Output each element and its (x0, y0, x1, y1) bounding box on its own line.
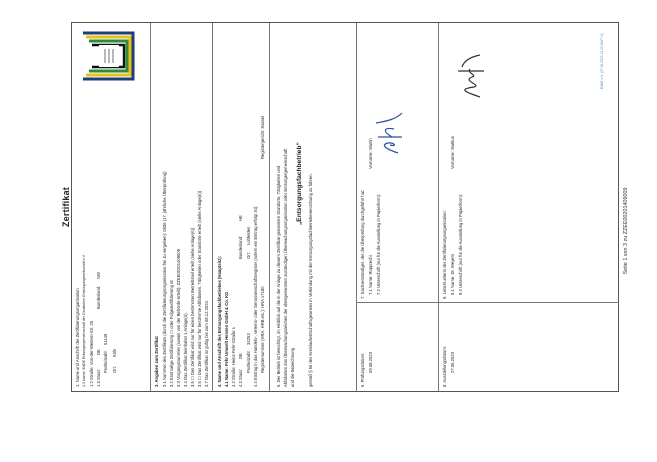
section1-state: DE (96, 349, 101, 355)
section1-heading: 1. Name und Anschrift der Zertifizierungsorganisation (75, 288, 80, 387)
section3-line: 3.7 Das Zertifikat ist gültig bis zum 08.12.2024. (204, 299, 209, 387)
section4-state: DE (238, 353, 243, 359)
section9-first-name: Vorname: Markus (450, 136, 455, 169)
section4-plz: 34253 (246, 333, 251, 345)
section5-text: 5. Der Betrieb ist berechtigt, im Hinblick auf die in der Anlage zu diesem Zertifikat genannten Standorte, Tätigkeiten und (276, 165, 281, 387)
section4-street: 4.2 Straße: Heinz-Fehr-Straße 1 (231, 326, 236, 387)
section4-bundesland: HE (238, 215, 243, 221)
section3-line: 3.3 Vorgangsnummer (soweit von der Behörde erteilt): ZZEE00201409009 (176, 248, 181, 387)
section4-ort-label: Ort: (246, 252, 251, 259)
section6-date: 09.08.2023 (368, 352, 373, 373)
signature-director-icon (452, 49, 488, 101)
document-title: Zertifikat (61, 187, 71, 228)
section7-first-name: Vorname: Martin (368, 138, 373, 169)
section1-bundesland-label: Bundesland: (96, 285, 101, 309)
section4-register-number: Registernummer (HRA, HRB etc.): HRA 17180 (260, 286, 265, 373)
section5-designation: „Entsorgungsfachbetrieb“ (296, 142, 303, 225)
section4-bundesland-label: Bundesland: (238, 235, 243, 259)
section6-heading: 6. Prüfungsdatum: (360, 352, 365, 387)
section3-line: 3.6 ☐ Das Zertifikat wird nur für bestimmte Abfallarten, Tätigkeiten oder Standorte erteilt (siehe Anlage(n)) (197, 190, 202, 387)
section4-register-court: Registergericht: Kassel (260, 115, 265, 159)
section9-heading: 9. Leiter/Leiterin der Zertifizierungsorganisation: (442, 210, 447, 299)
section7-signature-label: 7.2 Unterschrift (nur für die Ausstellung in Papierform): (376, 193, 381, 295)
section4-ort: Lohfelden (246, 226, 251, 245)
section1-plz-label: Postleitzahl: (103, 350, 108, 373)
footer-text: Seite 1 von 3 zu ZZEE00201409009 (623, 187, 629, 275)
section9-name: 9.1 Name: Dr. Weyers (450, 253, 455, 295)
section1-plz: 51149 (103, 333, 108, 345)
section4-state-label: 4.3 Staat: (238, 369, 243, 387)
section3-line: 3.2 Erstmalige Zertifizierung ☐ oder Folgezertifizierung ☒ (169, 280, 174, 387)
section5-text: und die Bezeichnung (290, 347, 295, 387)
edde-logo (75, 27, 141, 85)
section7-name: 7.1 Name: Rupprecht (368, 255, 373, 295)
section4-name: 4.1 Name: Fehr Umwelt Hessen GmbH & Co. KG (224, 291, 229, 387)
section3-line: 3.4 Das Zertifikat beinhaltet 1 Anlage(n). (183, 312, 188, 387)
section5-text: Abfallarten das Überwachungszeichen der obengenannten zuständigen Überwachungsorganisation oder Entsorgergemeinschaft (283, 148, 288, 387)
certificate-document (52, 18, 620, 396)
section8-date: 27.06.2023 (450, 352, 455, 373)
section1-ort-label: Ort: (112, 366, 117, 373)
certificate-frame (71, 22, 619, 392)
section9-signature-label: 9.2 Unterschrift (nur für die Ausstellung in Papierform): (458, 193, 463, 295)
section3-heading: 3. Angaben zum Zertifikat (154, 336, 159, 387)
section1-ort: Köln (112, 348, 117, 357)
section4-register-line: 4.4 Eintrag in das Handels-, Vereins- oder Genossenschaftsregister (sofern ein Eintrag erfolgt ist): (253, 205, 258, 387)
signature-examiner-icon (372, 105, 406, 157)
section1-name: 1.1 Name: EdDE Entsorgergemeinschaft der Deutschen Entsorgungswirtschaft e.V. (82, 254, 86, 387)
section3-line: 3.1 Nummer des Zertifikats (durch die Zertifizierungsorganisation frei zu vergeben): 0836 (17. jährliche Überprüfung) (162, 171, 167, 387)
section4-plz-label: Postleitzahl: (246, 350, 251, 373)
section1-state-label: 1.3 Staat: (96, 369, 101, 387)
section1-street: 1.2 Straße: Von-der-Wettern-Str. 25 (89, 320, 94, 387)
signature-stamp: EdDE e.V. (27.06.2023 13:22 GMT+2) (600, 33, 604, 89)
section8-heading: 8. Ausstellungsdatum: (442, 346, 447, 387)
section5-text: gemäß § 56 des Kreislaufwirtschaftsgesetzes in Verbindung mit der Entsorgungsfachbetriebeverordnung zu führen. (308, 173, 313, 387)
section4-heading: 4. Name und Anschrift des Entsorgungsfachbetriebes (Hauptsitz): (217, 255, 222, 387)
section7-heading: 7. Sachverständiger, der die Überprüfung durchgeführt hat: (360, 189, 365, 299)
section1-bundesland: NW (96, 272, 101, 279)
section3-line: 3.5 ☐ Das Zertifikat wird nur für einen bestimmten Betriebsteil erteilt (siehe Anlage(n)) (190, 227, 195, 387)
